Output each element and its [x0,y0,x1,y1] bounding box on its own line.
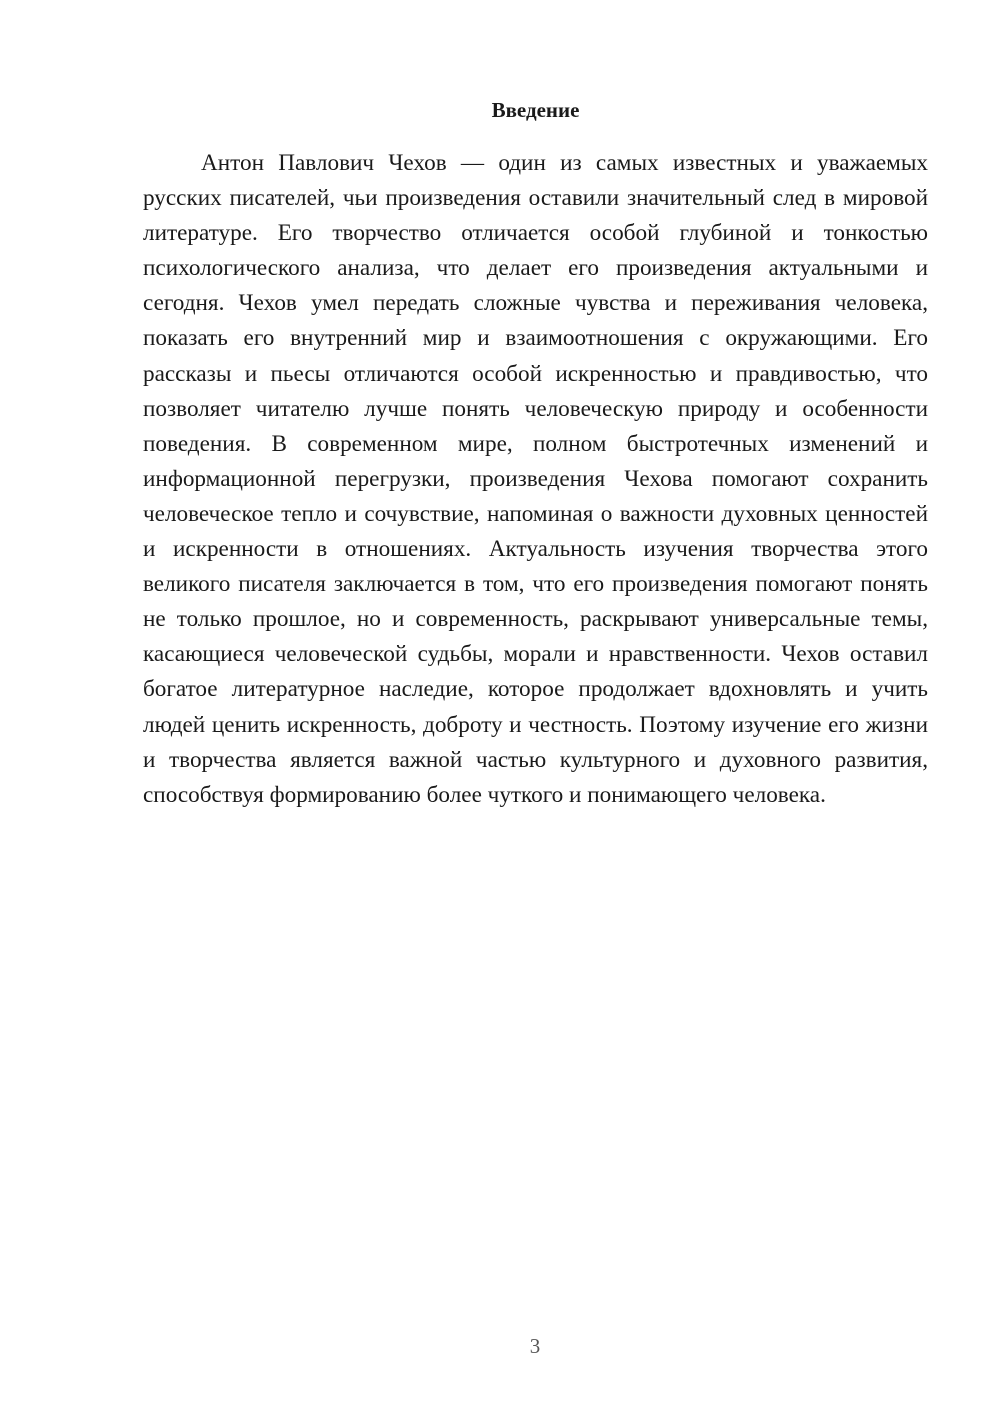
page-number: 3 [529,1334,541,1358]
section-heading: Введение [491,98,580,122]
body-paragraph: Антон Павлович Чехов — один из самых известных и уважаемых русских писателей, чьи произведения оставили значительный след в мировой литературе. Его творчество отличается особой глубиной и тонкостью психологического анализа, что делает его произведения актуальными и сегодня. Чехов умел передать сложные чувства и переживания человека, показать его внутренний мир и взаимоотношения с окружающими. Его рассказы и пьесы отличаются особой искренностью и правдивостью, что позволяет читателю лучше понять человеческую природу и особенности поведения. В современном мире, полном быстротечных изменений и информационной перегрузки, произведения Чехова помогают сохранить человеческое тепло и сочувствие, напоминая о важности духовных ценностей и искренности в отношениях. Актуальность изучения творчества этого великого писателя заключается в том, что его произведения помогают понять не только прошлое, но и современность, раскрывают универсальные темы, касающиеся человеческой судьбы, морали и нравственности. Чехов оставил богатое литературное наследие, которое продолжает вдохновлять и учить людей ценить искренность, доброту и честность. Поэтому изучение его жизни и творчества является важной частью культурного и духовного развития, способствуя формированию более чуткого и понимающего человека. [143,150,928,808]
